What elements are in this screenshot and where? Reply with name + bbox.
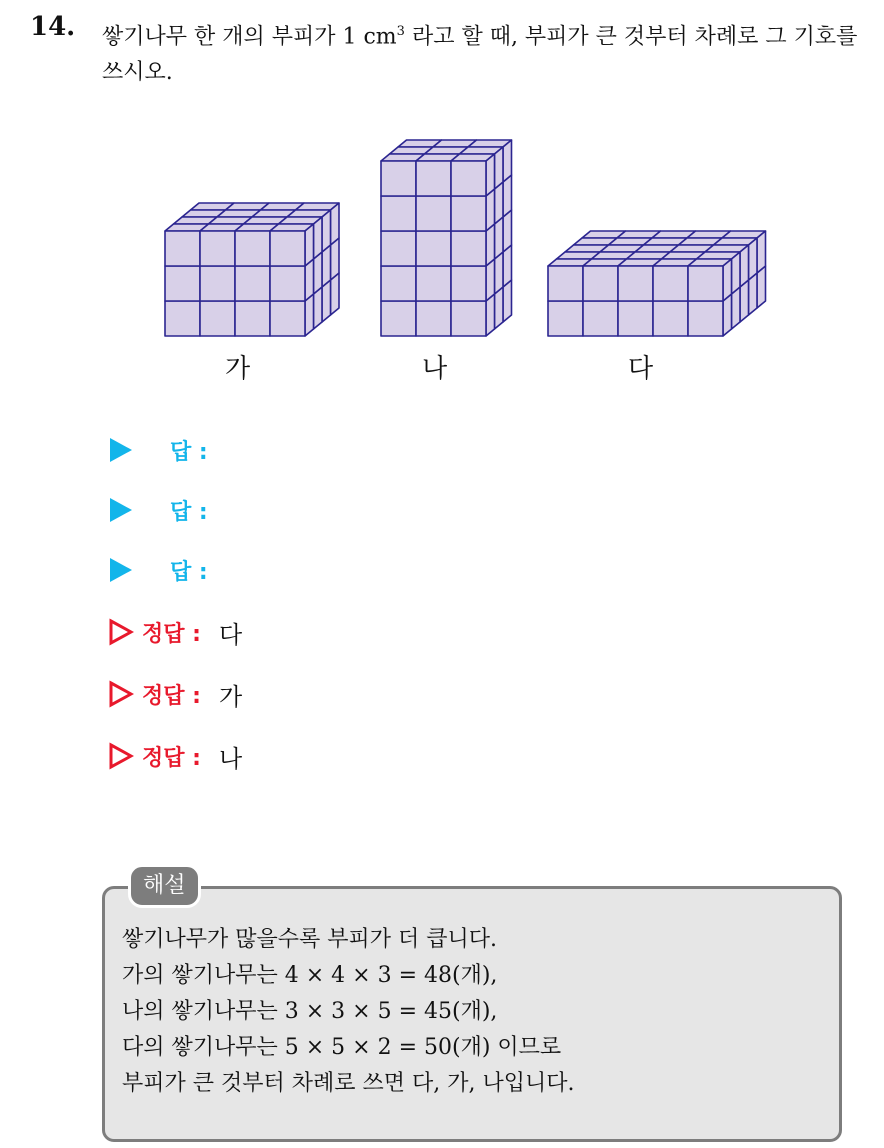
answer-key-label: 정답 : — [142, 621, 201, 647]
cube-side-face — [723, 259, 732, 301]
solution-line: 나의 쌓기나무는 3 × 3 × 5 = 45(개), — [122, 999, 498, 1024]
answer-label: 답 : — [170, 559, 208, 585]
cube-side-face — [740, 245, 749, 287]
cube-front-face — [653, 301, 688, 336]
answer-key-value: 나 — [218, 744, 243, 773]
cube-front-face — [381, 301, 416, 336]
cube-front-face — [416, 301, 451, 336]
cube-side-face — [732, 252, 741, 294]
cube-front-face — [548, 266, 583, 301]
cube-front-face — [451, 266, 486, 301]
cube-front-face — [200, 301, 235, 336]
filled-arrow-icon — [108, 496, 134, 524]
cube-front-face — [416, 266, 451, 301]
answer-key-value: 다 — [218, 620, 243, 649]
answer-row-2 — [108, 492, 208, 528]
cube-front-face — [688, 301, 723, 336]
answer-key-value: 가 — [218, 682, 243, 711]
solution-line: 가의 쌓기나무는 4 × 4 × 3 = 48(개), — [122, 963, 498, 988]
cube-side-face — [322, 210, 331, 252]
cube-front-face — [416, 231, 451, 266]
unit-exponent: 3 — [396, 24, 405, 39]
figure-label-ga: 가 — [225, 354, 251, 384]
question-number: 14. — [30, 12, 76, 42]
answer-key-row-2 — [108, 676, 242, 712]
cube-front-face — [451, 196, 486, 231]
cube-front-face — [381, 161, 416, 196]
answer-label: 답 : — [170, 499, 208, 525]
solution-line: 다의 쌓기나무는 5 × 5 × 2 = 50(개) 이므로 — [122, 1035, 562, 1060]
filled-arrow-icon — [108, 556, 134, 584]
answer-row-3 — [108, 552, 208, 588]
cube-side-face — [331, 203, 340, 245]
cube-side-face — [749, 238, 758, 280]
question-text-part1: 쌓기나무 한 개의 부피가 1 cm — [102, 24, 397, 50]
cube-front-face — [618, 301, 653, 336]
solution-line: 쌓기나무가 많을수록 부피가 더 큽니다. — [122, 927, 497, 952]
cube-front-face — [688, 266, 723, 301]
answer-key-label: 정답 : — [142, 745, 201, 771]
cube-front-face — [270, 266, 305, 301]
cube-front-face — [416, 161, 451, 196]
cube-front-face — [451, 301, 486, 336]
cube-front-face — [200, 266, 235, 301]
cube-front-face — [583, 301, 618, 336]
answer-key-row-3 — [108, 738, 242, 774]
cube-front-face — [270, 231, 305, 266]
cube-front-face — [451, 161, 486, 196]
outline-arrow-icon — [108, 618, 134, 646]
cube-front-face — [200, 231, 235, 266]
solution-text — [122, 922, 574, 1102]
cube-side-face — [314, 217, 323, 259]
question-text-part2: 라고 할 때, 부피가 큰 것부터 차례로 그 기호를 쓰시오. — [102, 24, 858, 86]
cube-front-face — [235, 231, 270, 266]
figure-label-na: 나 — [422, 354, 448, 384]
outline-arrow-icon — [108, 680, 134, 708]
cube-front-face — [583, 266, 618, 301]
figure-label-da: 다 — [628, 354, 654, 384]
cube-front-face — [235, 301, 270, 336]
cube-side-face — [305, 224, 314, 266]
question-text — [102, 14, 872, 91]
cube-front-face — [165, 301, 200, 336]
answer-row-1 — [108, 432, 208, 468]
cube-front-face — [165, 266, 200, 301]
solution-tag: 해설 — [128, 864, 201, 908]
cube-front-face — [653, 266, 688, 301]
cube-side-face — [757, 231, 766, 273]
answer-key-row-1 — [108, 614, 242, 650]
cube-front-face — [618, 266, 653, 301]
outline-arrow-icon — [108, 742, 134, 770]
cube-front-face — [381, 196, 416, 231]
cube-front-face — [381, 231, 416, 266]
cube-front-face — [381, 266, 416, 301]
cube-side-face — [495, 147, 504, 189]
cube-front-face — [165, 231, 200, 266]
cube-front-face — [548, 301, 583, 336]
cube-side-face — [486, 154, 495, 196]
answer-key-label: 정답 : — [142, 683, 201, 709]
cube-front-face — [270, 301, 305, 336]
solution-line: 부피가 큰 것부터 차례로 쓰면 다, 가, 나입니다. — [122, 1071, 575, 1096]
cube-side-face — [503, 140, 512, 182]
cube-figure — [150, 110, 810, 350]
cube-front-face — [416, 196, 451, 231]
cube-front-face — [451, 231, 486, 266]
filled-arrow-icon — [108, 436, 134, 464]
cube-front-face — [235, 266, 270, 301]
answer-label: 답 : — [170, 439, 208, 465]
